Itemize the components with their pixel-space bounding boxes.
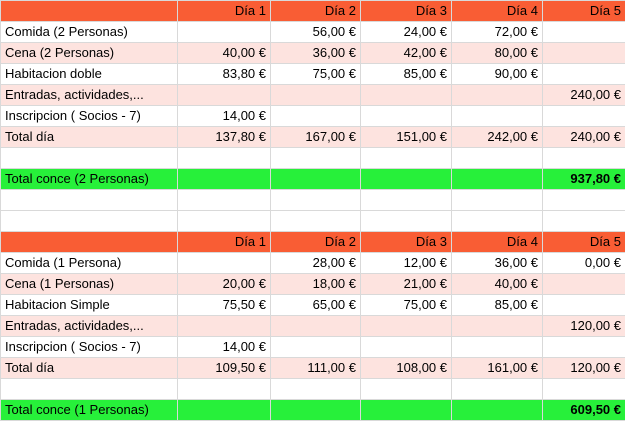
header-cell[interactable]: Día 4	[452, 232, 543, 253]
value-cell[interactable]: 28,00 €	[271, 253, 361, 274]
empty-cell[interactable]	[178, 379, 271, 400]
table-row	[1, 106, 625, 127]
header-row	[1, 1, 625, 22]
value-cell[interactable]: 108,00 €	[361, 358, 452, 379]
empty-cell[interactable]	[543, 379, 625, 400]
value-cell[interactable]	[543, 64, 625, 85]
empty-cell[interactable]	[361, 379, 452, 400]
empty-cell[interactable]	[1, 211, 178, 232]
value-cell[interactable]	[452, 85, 543, 106]
empty-cell[interactable]	[271, 169, 361, 190]
value-cell[interactable]: 80,00 €	[452, 43, 543, 64]
empty-cell[interactable]	[452, 190, 543, 211]
row-label-cell[interactable]: Habitacion Simple	[1, 295, 178, 316]
empty-cell[interactable]	[543, 190, 625, 211]
grand-total-value[interactable]: 937,80 €	[543, 169, 625, 190]
empty-cell[interactable]	[361, 211, 452, 232]
empty-cell[interactable]	[178, 211, 271, 232]
value-cell[interactable]	[543, 295, 625, 316]
value-cell[interactable]: 75,00 €	[361, 295, 452, 316]
value-cell[interactable]	[543, 106, 625, 127]
grand-total-value[interactable]: 609,50 €	[543, 400, 625, 421]
value-cell[interactable]: 83,80 €	[178, 64, 271, 85]
empty-row	[1, 211, 625, 232]
value-cell[interactable]	[178, 85, 271, 106]
grand-total-row	[1, 169, 625, 190]
empty-cell[interactable]	[271, 190, 361, 211]
empty-cell[interactable]	[452, 148, 543, 169]
value-cell[interactable]	[271, 337, 361, 358]
value-cell[interactable]	[178, 316, 271, 337]
grand-total-row	[1, 400, 625, 421]
table-row	[1, 274, 625, 295]
empty-cell[interactable]	[178, 148, 271, 169]
empty-cell[interactable]	[361, 190, 452, 211]
empty-cell[interactable]	[178, 190, 271, 211]
value-cell[interactable]	[271, 106, 361, 127]
empty-cell[interactable]	[543, 148, 625, 169]
header-cell[interactable]: Día 4	[452, 1, 543, 22]
row-label-cell[interactable]: Total día	[1, 358, 178, 379]
empty-cell[interactable]	[452, 169, 543, 190]
value-cell[interactable]	[543, 274, 625, 295]
value-cell[interactable]: 24,00 €	[361, 22, 452, 43]
value-cell[interactable]: 36,00 €	[271, 43, 361, 64]
value-cell[interactable]: 14,00 €	[178, 106, 271, 127]
value-cell[interactable]: 85,00 €	[452, 295, 543, 316]
value-cell[interactable]	[271, 316, 361, 337]
empty-cell[interactable]	[452, 400, 543, 421]
empty-row	[1, 148, 625, 169]
value-cell[interactable]	[452, 316, 543, 337]
empty-cell[interactable]	[361, 400, 452, 421]
grand-total-label[interactable]: Total conce (1 Personas)	[1, 400, 178, 421]
value-cell[interactable]	[543, 22, 625, 43]
value-cell[interactable]: 240,00 €	[543, 85, 625, 106]
empty-cell[interactable]	[452, 211, 543, 232]
value-cell[interactable]: 12,00 €	[361, 253, 452, 274]
row-label-cell[interactable]: Cena (2 Personas)	[1, 43, 178, 64]
empty-cell[interactable]	[271, 148, 361, 169]
grand-total-label[interactable]: Total conce (2 Personas)	[1, 169, 178, 190]
row-label-cell[interactable]: Entradas, actividades,...	[1, 316, 178, 337]
value-cell[interactable]	[361, 316, 452, 337]
table-row	[1, 337, 625, 358]
value-cell[interactable]: 72,00 €	[452, 22, 543, 43]
header-cell[interactable]: Día 2	[271, 232, 361, 253]
row-label-cell[interactable]: Comida (1 Persona)	[1, 253, 178, 274]
value-cell[interactable]: 242,00 €	[452, 127, 543, 148]
empty-cell[interactable]	[1, 148, 178, 169]
empty-cell[interactable]	[1, 379, 178, 400]
value-cell[interactable]	[543, 43, 625, 64]
empty-cell[interactable]	[361, 148, 452, 169]
header-cell[interactable]: Día 1	[178, 232, 271, 253]
empty-cell[interactable]	[271, 400, 361, 421]
empty-cell[interactable]	[361, 169, 452, 190]
table-row	[1, 22, 625, 43]
value-cell[interactable]: 90,00 €	[452, 64, 543, 85]
value-cell[interactable]	[178, 22, 271, 43]
value-cell[interactable]: 120,00 €	[543, 358, 625, 379]
value-cell[interactable]: 75,50 €	[178, 295, 271, 316]
header-cell[interactable]: Día 1	[178, 1, 271, 22]
value-cell[interactable]: 111,00 €	[271, 358, 361, 379]
empty-row	[1, 379, 625, 400]
value-cell[interactable]: 21,00 €	[361, 274, 452, 295]
value-cell[interactable]: 137,80 €	[178, 127, 271, 148]
value-cell[interactable]: 0,00 €	[543, 253, 625, 274]
value-cell[interactable]: 167,00 €	[271, 127, 361, 148]
value-cell[interactable]	[361, 106, 452, 127]
header-cell[interactable]: Día 2	[271, 1, 361, 22]
empty-row	[1, 190, 625, 211]
row-label-cell[interactable]: Total día	[1, 127, 178, 148]
value-cell[interactable]: 109,50 €	[178, 358, 271, 379]
value-cell[interactable]	[543, 337, 625, 358]
header-cell[interactable]	[1, 1, 178, 22]
value-cell[interactable]: 14,00 €	[178, 337, 271, 358]
empty-cell[interactable]	[271, 379, 361, 400]
header-cell[interactable]: Día 5	[543, 232, 625, 253]
daily-total-row	[1, 127, 625, 148]
value-cell[interactable]: 42,00 €	[361, 43, 452, 64]
value-cell[interactable]: 20,00 €	[178, 274, 271, 295]
row-label-cell[interactable]: Inscripcion ( Socios - 7)	[1, 337, 178, 358]
value-cell[interactable]: 40,00 €	[178, 43, 271, 64]
value-cell[interactable]: 240,00 €	[543, 127, 625, 148]
value-cell[interactable]: 120,00 €	[543, 316, 625, 337]
value-cell[interactable]: 18,00 €	[271, 274, 361, 295]
value-cell[interactable]	[178, 253, 271, 274]
empty-cell[interactable]	[178, 169, 271, 190]
value-cell[interactable]: 85,00 €	[361, 64, 452, 85]
table-row	[1, 295, 625, 316]
header-cell[interactable]: Día 3	[361, 1, 452, 22]
value-cell[interactable]: 161,00 €	[452, 358, 543, 379]
header-row	[1, 232, 625, 253]
value-cell[interactable]: 36,00 €	[452, 253, 543, 274]
row-label-cell[interactable]: Habitacion doble	[1, 64, 178, 85]
value-cell[interactable]	[452, 106, 543, 127]
table-row	[1, 253, 625, 274]
header-cell[interactable]: Día 5	[543, 1, 625, 22]
empty-cell[interactable]	[543, 211, 625, 232]
empty-cell[interactable]	[178, 400, 271, 421]
row-label-cell[interactable]: Comida (2 Personas)	[1, 22, 178, 43]
value-cell[interactable]	[361, 337, 452, 358]
empty-cell[interactable]	[452, 379, 543, 400]
value-cell[interactable]: 65,00 €	[271, 295, 361, 316]
table-row	[1, 85, 625, 106]
table-row	[1, 43, 625, 64]
row-label-cell[interactable]: Cena (1 Personas)	[1, 274, 178, 295]
value-cell[interactable]	[452, 337, 543, 358]
value-cell[interactable]	[271, 85, 361, 106]
row-label-cell[interactable]: Inscripcion ( Socios - 7)	[1, 106, 178, 127]
table-row	[1, 64, 625, 85]
value-cell[interactable]: 56,00 €	[271, 22, 361, 43]
row-label-cell[interactable]: Entradas, actividades,...	[1, 85, 178, 106]
empty-cell[interactable]	[1, 190, 178, 211]
value-cell[interactable]: 75,00 €	[271, 64, 361, 85]
value-cell[interactable]: 40,00 €	[452, 274, 543, 295]
header-cell[interactable]: Día 3	[361, 232, 452, 253]
daily-total-row	[1, 358, 625, 379]
table-row	[1, 316, 625, 337]
value-cell[interactable]: 151,00 €	[361, 127, 452, 148]
value-cell[interactable]	[361, 85, 452, 106]
header-cell[interactable]	[1, 232, 178, 253]
empty-cell[interactable]	[271, 211, 361, 232]
